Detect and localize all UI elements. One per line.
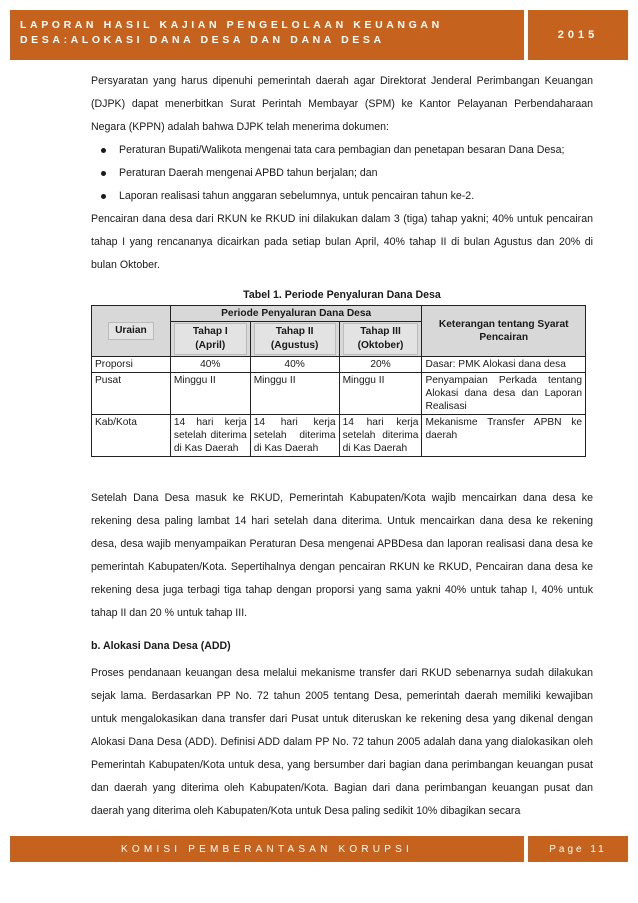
bullet-icon xyxy=(101,194,106,199)
table-header-row xyxy=(92,306,586,322)
cell-tahap2: Minggu II xyxy=(250,373,339,415)
page-footer xyxy=(10,836,628,862)
header-uraian: Uraian xyxy=(92,306,171,357)
after-table-paragraph: Setelah Dana Desa masuk ke RKUD, Pemerintah Kabupaten/Kota wajib mencairkan dana desa ke rekening desa paling lambat 14 hari setelah dana diterima. Untuk mencairkan dana desa ke rekening desa, desa wajib menyampaikan Peraturan Desa mengenai APBDesa dan laporan realisasi dana desa ke pemerintah Kabupaten/Kota. Sepertihalnya dengan pencairan RKUN ke RKUD, Pencairan dana desa ke rekening desa juga terbagi tiga tahap dengan proporsi yang sama yakni 40% untuk tahap I, 40% untuk tahap II dan 20 % untuk tahap III. xyxy=(91,492,593,619)
bullet-icon xyxy=(101,171,106,176)
header-tahap1: Tahap I (April) xyxy=(170,322,250,357)
table-row xyxy=(92,373,586,415)
table-row xyxy=(92,357,586,373)
bullet-item: Peraturan Bupati/Walikota mengenai tata cara pembagian dan penetapan besaran Dana Desa; xyxy=(91,139,593,162)
header-title-line2: DESA:ALOKASI DANA DESA DAN DANA DESA xyxy=(20,34,385,46)
cell-tahap3: Minggu II xyxy=(339,373,422,415)
row-label: Kab/Kota xyxy=(92,415,171,457)
cell-tahap2: 40% xyxy=(250,357,339,373)
table-caption: Tabel 1. Periode Penyaluran Dana Desa xyxy=(243,289,441,301)
header-keterangan: Keterangan tentang Syarat Pencairan xyxy=(422,306,586,357)
cell-tahap2: 14 hari kerja setelah diterima di Kas Daerah xyxy=(250,415,339,457)
pencairan-paragraph: Pencairan dana desa dari RKUN ke RKUD ini dilakukan dalam 3 (tiga) tahap yakni; 40% untuk pencairan tahap I yang rencananya dicairkan pada setiap bulan April, 40% tahap II di bulan Agustus dan 20% di bulan Oktober. xyxy=(91,213,593,271)
cell-tahap3: 20% xyxy=(339,357,422,373)
header-periode: Periode Penyaluran Dana Desa xyxy=(170,306,422,322)
row-label: Pusat xyxy=(92,373,171,415)
footer-page-block xyxy=(528,836,628,862)
header-tahap2: Tahap II (Agustus) xyxy=(250,322,339,357)
header-year-block xyxy=(528,10,628,60)
row-label: Proporsi xyxy=(92,357,171,373)
cell-keterangan: Penyampaian Perkada tentang Alokasi dana desa dan Laporan Realisasi xyxy=(422,373,586,415)
cell-tahap1: Minggu II xyxy=(170,373,250,415)
page-header xyxy=(10,10,628,60)
intro-paragraph: Persyaratan yang harus dipenuhi pemerintah daerah agar Direktorat Jenderal Perimbangan Keuangan (DJPK) dapat menerbitkan Surat Perintah Membayar (SPM) ke Kantor Pelayanan Perbendaharaan Negara (KPPN) adalah bahwa DJPK telah menerima dokumen: xyxy=(91,75,593,133)
cell-tahap1: 14 hari kerja setelah diterima di Kas Daerah xyxy=(170,415,250,457)
footer-org-block xyxy=(10,836,524,862)
cell-tahap1: 40% xyxy=(170,357,250,373)
bullet-item: Peraturan Daerah mengenai APBD tahun berjalan; dan xyxy=(91,162,593,185)
add-paragraph: Proses pendanaan keuangan desa melalui mekanisme transfer dari RKUD sebenarnya sudah dilakukan sejak lama. Berdasarkan PP No. 72 tahun 2005 tentang Desa, pemerintah daerah memiliki kewajiban untuk mengalokasikan dana transfer dari Pusat untuk diteruskan ke rekening desa yang dikenal dengan Alokasi Dana Desa (ADD). Definisi ADD dalam PP No. 72 tahun 2005 adalah dana yang dialokasikan oleh Pemerintah Kabupaten/Kota untuk desa, yang bersumber dari bagian dana perimbangan keuangan pusat dan daerah yang diterima oleh Kabupaten/Kota. Bagian dari dana perimbangan keuangan pusat dan daerah yang diterima oleh Kabupaten/Kota untuk Desa paling sedikit 10% dibagikan secara xyxy=(91,667,593,817)
table-row xyxy=(92,415,586,457)
footer-org: KOMISI PEMBERANTASAN KORUPSI xyxy=(121,843,413,855)
header-title-line1: LAPORAN HASIL KAJIAN PENGELOLAAN KEUANGAN xyxy=(20,19,443,31)
document-bullet-list xyxy=(91,139,593,208)
periode-table xyxy=(91,305,586,457)
section-title: b. Alokasi Dana Desa (ADD) xyxy=(91,640,231,652)
header-tahap3: Tahap III (Oktober) xyxy=(339,322,422,357)
header-title-block xyxy=(10,10,524,60)
bullet-item: Laporan realisasi tahun anggaran sebelumnya, untuk pencairan tahun ke-2. xyxy=(91,185,593,208)
page-number: Page 11 xyxy=(549,843,607,855)
page-content xyxy=(91,70,593,823)
cell-keterangan: Mekanisme Transfer APBN ke daerah xyxy=(422,415,586,457)
header-year: 2015 xyxy=(557,29,599,41)
cell-keterangan: Dasar: PMK Alokasi dana desa xyxy=(422,357,586,373)
cell-tahap3: 14 hari kerja setelah diterima di Kas Daerah xyxy=(339,415,422,457)
bullet-icon xyxy=(101,148,106,153)
